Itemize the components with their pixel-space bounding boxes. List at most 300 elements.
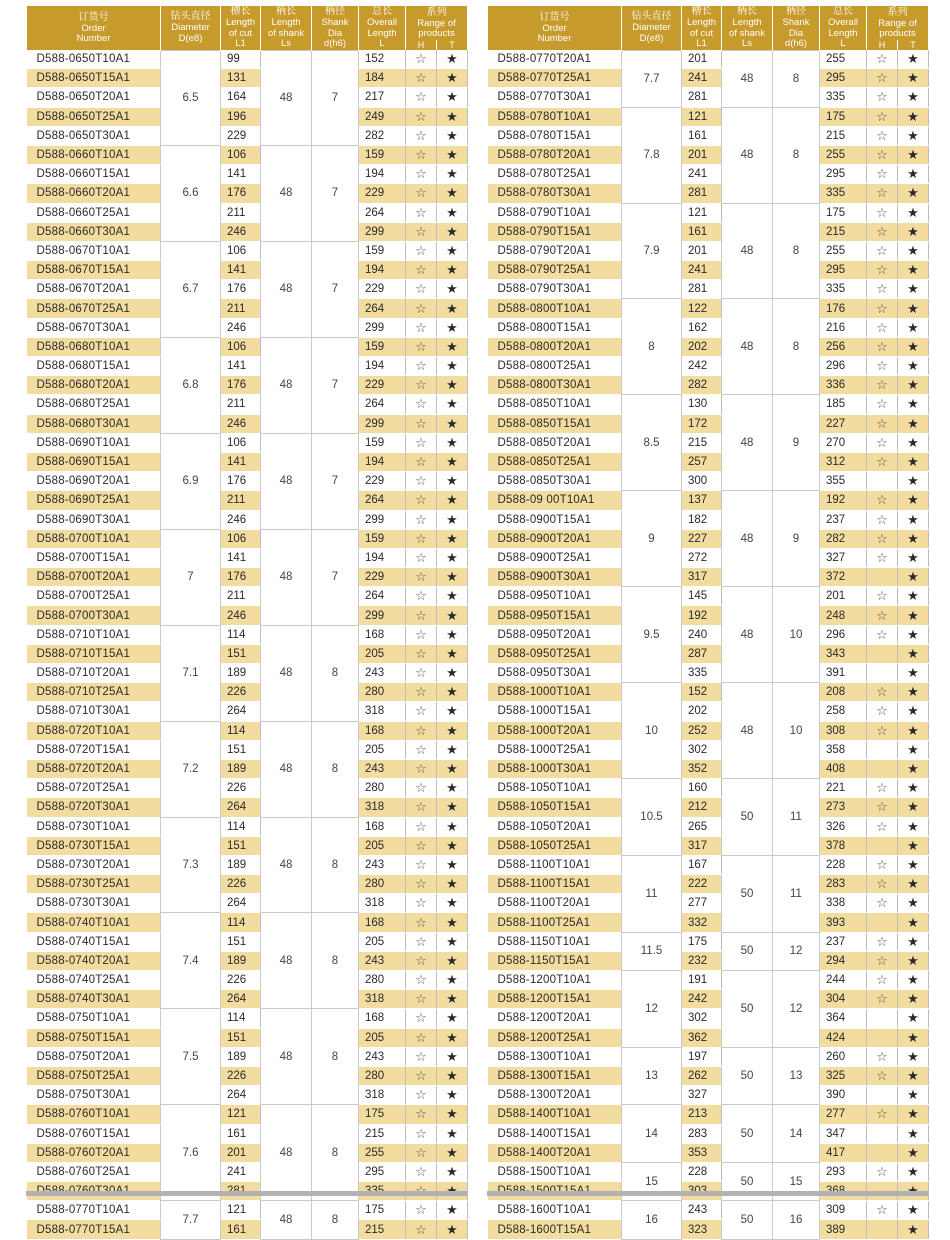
diameter-cell: 7.7 (161, 1201, 221, 1239)
order-number-cell: D588-0700T10A1 (27, 529, 161, 548)
overall-length-cell: 364 (820, 1009, 867, 1028)
overall-length-cell: 159 (359, 433, 406, 452)
series-h-star-icon (867, 568, 898, 587)
series-t-star-icon: ★ (437, 625, 468, 644)
series-t-star-icon: ★ (898, 1028, 929, 1047)
order-number-cell: D588-0730T15A1 (27, 836, 161, 855)
overall-length-cell: 326 (820, 817, 867, 836)
length-of-cut-cell: 302 (682, 740, 722, 759)
series-t-star-icon: ★ (898, 357, 929, 376)
order-number-cell: D588-1100T15A1 (488, 875, 622, 894)
length-of-cut-cell: 167 (682, 855, 722, 874)
table-row (488, 395, 929, 414)
series-t-star-icon: ★ (898, 1105, 929, 1124)
length-of-cut-cell: 189 (221, 951, 261, 970)
order-number-cell: D588-0720T20A1 (27, 759, 161, 778)
series-h-star-icon: ☆ (406, 875, 437, 894)
overall-length-cell: 318 (359, 894, 406, 913)
table-row (27, 280, 468, 299)
shank-length-cell: 48 (722, 491, 773, 587)
length-of-cut-cell: 189 (221, 759, 261, 778)
length-of-cut-cell: 300 (682, 472, 722, 491)
overall-length-cell: 280 (359, 875, 406, 894)
series-h-star-icon: ☆ (406, 1162, 437, 1181)
series-t-star-icon: ★ (898, 875, 929, 894)
order-number-cell: D588-0650T30A1 (27, 126, 161, 145)
overall-length-cell: 335 (820, 88, 867, 107)
series-h-star-icon: ☆ (867, 548, 898, 567)
length-of-cut-cell: 191 (682, 971, 722, 990)
overall-length-cell: 338 (820, 894, 867, 913)
order-number-cell: D588-0740T15A1 (27, 932, 161, 951)
table-row (488, 1086, 929, 1105)
order-number-cell: D588-1600T10A1 (488, 1201, 622, 1220)
series-h-star-icon: ☆ (867, 452, 898, 471)
series-t-star-icon: ★ (898, 1220, 929, 1239)
series-t-star-icon: ★ (898, 606, 929, 625)
order-number-cell: D588-0850T10A1 (488, 395, 622, 414)
length-of-cut-cell: 211 (221, 203, 261, 222)
length-of-cut-cell: 192 (682, 606, 722, 625)
overall-length-cell: 194 (359, 357, 406, 376)
series-h-star-icon: ☆ (867, 1047, 898, 1066)
overall-length-cell: 237 (820, 932, 867, 951)
overall-length-cell: 343 (820, 644, 867, 663)
overall-length-cell: 205 (359, 1028, 406, 1047)
overall-length-cell: 390 (820, 1086, 867, 1105)
length-of-cut-cell: 241 (682, 165, 722, 184)
series-t-star-icon: ★ (898, 894, 929, 913)
order-number-cell: D588-0710T10A1 (27, 625, 161, 644)
overall-length-cell: 243 (359, 1047, 406, 1066)
table-row (488, 875, 929, 894)
shank-length-cell: 50 (722, 932, 773, 970)
series-h-star-icon: ☆ (406, 894, 437, 913)
series-t-star-icon: ★ (898, 126, 929, 145)
table-row (488, 472, 929, 491)
series-t-star-icon: ★ (437, 740, 468, 759)
overall-length-cell: 255 (820, 50, 867, 69)
overall-length-cell: 168 (359, 817, 406, 836)
table-row (488, 126, 929, 145)
series-t-star-icon: ★ (898, 855, 929, 874)
series-h-star-icon: ☆ (867, 203, 898, 222)
diameter-cell: 7.1 (161, 625, 221, 721)
series-h-star-icon: ☆ (867, 990, 898, 1009)
length-of-cut-cell: 323 (682, 1220, 722, 1239)
overall-length-cell: 258 (820, 702, 867, 721)
overall-length-cell: 312 (820, 452, 867, 471)
series-h-star-icon (867, 836, 898, 855)
series-h-star-icon: ☆ (406, 932, 437, 951)
shank-length-cell: 48 (261, 241, 312, 337)
order-number-cell: D588-0780T20A1 (488, 145, 622, 164)
length-of-cut-cell: 201 (682, 145, 722, 164)
overall-length-cell: 175 (359, 1201, 406, 1220)
length-of-cut-cell: 176 (221, 280, 261, 299)
table-row (488, 587, 929, 606)
table-row (488, 452, 929, 471)
header-h: H (867, 40, 898, 50)
overall-length-cell: 168 (359, 625, 406, 644)
series-t-star-icon: ★ (898, 1201, 929, 1220)
series-t-star-icon: ★ (437, 414, 468, 433)
length-of-cut-cell: 264 (221, 702, 261, 721)
series-t-star-icon: ★ (898, 145, 929, 164)
series-h-star-icon: ☆ (867, 798, 898, 817)
series-h-star-icon: ☆ (406, 491, 437, 510)
series-t-star-icon: ★ (437, 702, 468, 721)
length-of-cut-cell: 141 (221, 548, 261, 567)
diameter-cell: 7 (161, 529, 221, 625)
table-row (488, 357, 929, 376)
series-h-star-icon: ☆ (867, 510, 898, 529)
order-number-cell: D588-0660T30A1 (27, 222, 161, 241)
overall-length-cell: 205 (359, 740, 406, 759)
series-h-star-icon (867, 1143, 898, 1162)
order-number-cell: D588-0670T30A1 (27, 318, 161, 337)
diameter-cell: 9 (622, 491, 682, 587)
overall-length-cell: 304 (820, 990, 867, 1009)
series-t-star-icon: ★ (898, 472, 929, 491)
length-of-cut-cell: 240 (682, 625, 722, 644)
table-row (27, 798, 468, 817)
table-row (488, 971, 929, 990)
header-overall-length: 总长 Overall Length L (820, 6, 867, 50)
table-row (27, 1124, 468, 1143)
length-of-cut-cell: 246 (221, 222, 261, 241)
length-of-cut-cell: 145 (682, 587, 722, 606)
order-number-cell: D588-0950T10A1 (488, 587, 622, 606)
overall-length-cell: 299 (359, 222, 406, 241)
overall-length-cell: 264 (359, 587, 406, 606)
series-h-star-icon: ☆ (406, 510, 437, 529)
series-h-star-icon: ☆ (406, 261, 437, 280)
order-number-cell: D588-0670T25A1 (27, 299, 161, 318)
order-number-cell: D588-0770T15A1 (27, 1220, 161, 1239)
series-h-star-icon: ☆ (867, 1201, 898, 1220)
table-row (27, 568, 468, 587)
diameter-cell: 12 (622, 971, 682, 1048)
table-row (27, 88, 468, 107)
length-of-cut-cell: 131 (221, 69, 261, 88)
order-number-cell: D588-0790T25A1 (488, 261, 622, 280)
diameter-cell: 6.5 (161, 50, 221, 145)
order-number-cell: D588-0750T30A1 (27, 1086, 161, 1105)
length-of-cut-cell: 211 (221, 491, 261, 510)
length-of-cut-cell: 281 (682, 88, 722, 107)
overall-length-cell: 194 (359, 165, 406, 184)
series-h-star-icon: ☆ (406, 606, 437, 625)
series-t-star-icon: ★ (437, 568, 468, 587)
order-number-cell: D588-0660T15A1 (27, 165, 161, 184)
header-overall-length: 总长 Overall Length L (359, 6, 406, 50)
table-row (27, 1162, 468, 1181)
overall-length-cell: 318 (359, 702, 406, 721)
overall-length-cell: 318 (359, 798, 406, 817)
order-number-cell: D588-1000T15A1 (488, 702, 622, 721)
order-number-cell: D588-0900T30A1 (488, 568, 622, 587)
overall-length-cell: 295 (820, 261, 867, 280)
order-number-cell: D588-1300T20A1 (488, 1086, 622, 1105)
order-number-cell: D588-1050T15A1 (488, 798, 622, 817)
series-t-star-icon: ★ (437, 951, 468, 970)
table-row (27, 299, 468, 318)
table-row (27, 1143, 468, 1162)
series-t-star-icon: ★ (437, 395, 468, 414)
table-row (488, 203, 929, 222)
overall-length-cell: 424 (820, 1028, 867, 1047)
order-number-cell: D588-0650T25A1 (27, 107, 161, 126)
length-of-cut-cell: 176 (221, 184, 261, 203)
table-row (488, 1028, 929, 1047)
series-h-star-icon: ☆ (867, 222, 898, 241)
table-row (27, 644, 468, 663)
series-h-star-icon: ☆ (867, 491, 898, 510)
order-number-cell: D588-0690T25A1 (27, 491, 161, 510)
table-row (27, 894, 468, 913)
table-row (488, 261, 929, 280)
length-of-cut-cell: 317 (682, 836, 722, 855)
diameter-cell: 10.5 (622, 779, 682, 856)
length-of-cut-cell: 151 (221, 740, 261, 759)
overall-length-cell: 201 (820, 587, 867, 606)
overall-length-cell: 229 (359, 568, 406, 587)
overall-length-cell: 277 (820, 1105, 867, 1124)
overall-length-cell: 264 (359, 395, 406, 414)
order-number-cell: D588-1100T10A1 (488, 855, 622, 874)
length-of-cut-cell: 189 (221, 855, 261, 874)
overall-length-cell: 237 (820, 510, 867, 529)
overall-length-cell: 299 (359, 510, 406, 529)
series-h-star-icon: ☆ (406, 1143, 437, 1162)
series-t-star-icon: ★ (437, 990, 468, 1009)
diameter-cell: 9.5 (622, 587, 682, 683)
table-row (488, 759, 929, 778)
diameter-cell: 6.9 (161, 433, 221, 529)
series-h-star-icon: ☆ (867, 625, 898, 644)
shank-dia-cell: 11 (773, 779, 820, 856)
overall-length-cell: 318 (359, 990, 406, 1009)
series-t-star-icon: ★ (437, 779, 468, 798)
order-number-cell: D588-1150T10A1 (488, 932, 622, 951)
overall-length-cell: 389 (820, 1220, 867, 1239)
order-number-cell: D588-0690T15A1 (27, 452, 161, 471)
series-t-star-icon: ★ (437, 894, 468, 913)
order-number-cell: D588-0760T15A1 (27, 1124, 161, 1143)
order-number-cell: D588-0790T20A1 (488, 241, 622, 260)
shank-length-cell: 48 (261, 1105, 312, 1201)
length-of-cut-cell: 281 (682, 184, 722, 203)
series-h-star-icon: ☆ (406, 721, 437, 740)
overall-length-cell: 152 (359, 50, 406, 69)
series-t-star-icon: ★ (898, 971, 929, 990)
shank-length-cell: 48 (261, 1009, 312, 1105)
order-number-cell: D588-1000T20A1 (488, 721, 622, 740)
header-t: T (437, 40, 468, 50)
order-number-cell: D588-0950T20A1 (488, 625, 622, 644)
order-number-cell: D588-1200T15A1 (488, 990, 622, 1009)
shank-dia-cell: 7 (312, 145, 359, 241)
overall-length-cell: 417 (820, 1143, 867, 1162)
series-h-star-icon: ☆ (867, 280, 898, 299)
series-t-star-icon: ★ (437, 165, 468, 184)
series-t-star-icon: ★ (898, 664, 929, 683)
table-row (27, 1028, 468, 1047)
order-number-cell: D588-0710T30A1 (27, 702, 161, 721)
length-of-cut-cell: 264 (221, 1086, 261, 1105)
length-of-cut-cell: 201 (682, 241, 722, 260)
table-row (488, 702, 929, 721)
table-row (488, 1220, 929, 1239)
order-number-cell: D588-1100T25A1 (488, 913, 622, 932)
series-h-star-icon: ☆ (406, 913, 437, 932)
series-t-star-icon: ★ (898, 990, 929, 1009)
order-number-cell: D588-0720T15A1 (27, 740, 161, 759)
series-t-star-icon: ★ (437, 1201, 468, 1220)
table-row (27, 376, 468, 395)
length-of-cut-cell: 283 (682, 1124, 722, 1143)
shank-length-cell: 48 (261, 337, 312, 433)
series-h-star-icon: ☆ (867, 376, 898, 395)
overall-length-cell: 296 (820, 625, 867, 644)
series-t-star-icon: ★ (437, 913, 468, 932)
series-t-star-icon: ★ (437, 126, 468, 145)
overall-length-cell: 215 (359, 1124, 406, 1143)
overall-length-cell: 228 (820, 855, 867, 874)
table-row (488, 683, 929, 702)
overall-length-cell: 358 (820, 740, 867, 759)
overall-length-cell: 168 (359, 913, 406, 932)
shank-length-cell: 48 (261, 625, 312, 721)
length-of-cut-cell: 114 (221, 625, 261, 644)
table-row (27, 875, 468, 894)
series-t-star-icon: ★ (437, 1105, 468, 1124)
order-number-cell: D588-0800T10A1 (488, 299, 622, 318)
table-row (488, 529, 929, 548)
series-t-star-icon: ★ (898, 376, 929, 395)
length-of-cut-cell: 201 (221, 1143, 261, 1162)
series-h-star-icon: ☆ (406, 1086, 437, 1105)
series-t-star-icon: ★ (898, 414, 929, 433)
order-number-cell: D588-0900T20A1 (488, 529, 622, 548)
series-t-star-icon: ★ (898, 491, 929, 510)
table-row (27, 1201, 468, 1220)
overall-length-cell: 205 (359, 644, 406, 663)
series-h-star-icon: ☆ (406, 971, 437, 990)
overall-length-cell: 295 (820, 69, 867, 88)
shank-dia-cell: 13 (773, 1047, 820, 1105)
header-order-number: 订货号 Order Number (27, 6, 161, 50)
series-h-star-icon (867, 1009, 898, 1028)
length-of-cut-cell: 106 (221, 433, 261, 452)
overall-length-cell: 295 (359, 1162, 406, 1181)
series-t-star-icon: ★ (437, 88, 468, 107)
series-h-star-icon: ☆ (406, 587, 437, 606)
order-number-cell: D588-0750T15A1 (27, 1028, 161, 1047)
table-row (27, 721, 468, 740)
overall-length-cell: 280 (359, 1066, 406, 1085)
series-h-star-icon: ☆ (867, 932, 898, 951)
series-h-star-icon: ☆ (406, 798, 437, 817)
overall-length-cell: 282 (820, 529, 867, 548)
length-of-cut-cell: 282 (682, 376, 722, 395)
order-number-cell: D588-0740T25A1 (27, 971, 161, 990)
series-t-star-icon: ★ (437, 184, 468, 203)
table-row (488, 798, 929, 817)
order-number-cell: D588-0710T15A1 (27, 644, 161, 663)
length-of-cut-cell: 222 (682, 875, 722, 894)
series-t-star-icon: ★ (898, 261, 929, 280)
series-h-star-icon: ☆ (406, 548, 437, 567)
series-h-star-icon: ☆ (867, 50, 898, 69)
order-number-cell: D588-1050T10A1 (488, 779, 622, 798)
series-h-star-icon: ☆ (406, 357, 437, 376)
diameter-cell: 15 (622, 1162, 682, 1200)
order-number-cell: D588-1200T25A1 (488, 1028, 622, 1047)
series-h-star-icon: ☆ (867, 126, 898, 145)
length-of-cut-cell: 246 (221, 318, 261, 337)
series-t-star-icon: ★ (898, 107, 929, 126)
series-h-star-icon: ☆ (406, 376, 437, 395)
shank-length-cell: 48 (261, 529, 312, 625)
order-number-cell: D588-0800T15A1 (488, 318, 622, 337)
table-row (27, 1009, 468, 1028)
overall-length-cell: 308 (820, 721, 867, 740)
order-number-cell: D588-0750T20A1 (27, 1047, 161, 1066)
order-number-cell: D588-0720T10A1 (27, 721, 161, 740)
diameter-cell: 6.7 (161, 241, 221, 337)
table-row (488, 299, 929, 318)
overall-length-cell: 243 (359, 759, 406, 778)
series-t-star-icon: ★ (437, 836, 468, 855)
order-number-cell: D588-1300T10A1 (488, 1047, 622, 1066)
series-h-star-icon (867, 759, 898, 778)
series-t-star-icon: ★ (898, 88, 929, 107)
spec-table-left-panel (26, 6, 468, 1240)
length-of-cut-cell: 241 (682, 261, 722, 280)
series-h-star-icon: ☆ (867, 299, 898, 318)
overall-length-cell: 175 (359, 1105, 406, 1124)
length-of-cut-cell: 201 (682, 50, 722, 69)
length-of-cut-cell: 161 (221, 1124, 261, 1143)
length-of-cut-cell: 175 (682, 932, 722, 951)
length-of-cut-cell: 327 (682, 1086, 722, 1105)
overall-length-cell: 327 (820, 548, 867, 567)
length-of-cut-cell: 106 (221, 529, 261, 548)
spec-table-right (487, 6, 929, 1240)
spec-table-left (26, 6, 468, 1240)
length-of-cut-cell: 202 (682, 702, 722, 721)
series-h-star-icon: ☆ (867, 395, 898, 414)
series-h-star-icon: ☆ (406, 280, 437, 299)
order-number-cell: D588-1050T20A1 (488, 817, 622, 836)
shank-dia-cell: 7 (312, 50, 359, 145)
series-h-star-icon (867, 740, 898, 759)
series-t-star-icon: ★ (898, 625, 929, 644)
table-row (27, 222, 468, 241)
order-number-cell: D588-1150T15A1 (488, 951, 622, 970)
header-t: T (898, 40, 929, 50)
order-number-cell: D588-0950T25A1 (488, 644, 622, 663)
length-of-cut-cell: 121 (221, 1201, 261, 1220)
length-of-cut-cell: 243 (682, 1201, 722, 1220)
series-h-star-icon: ☆ (406, 1009, 437, 1028)
table-row (27, 836, 468, 855)
series-h-star-icon: ☆ (406, 1220, 437, 1239)
series-h-star-icon (867, 644, 898, 663)
series-t-star-icon: ★ (898, 337, 929, 356)
